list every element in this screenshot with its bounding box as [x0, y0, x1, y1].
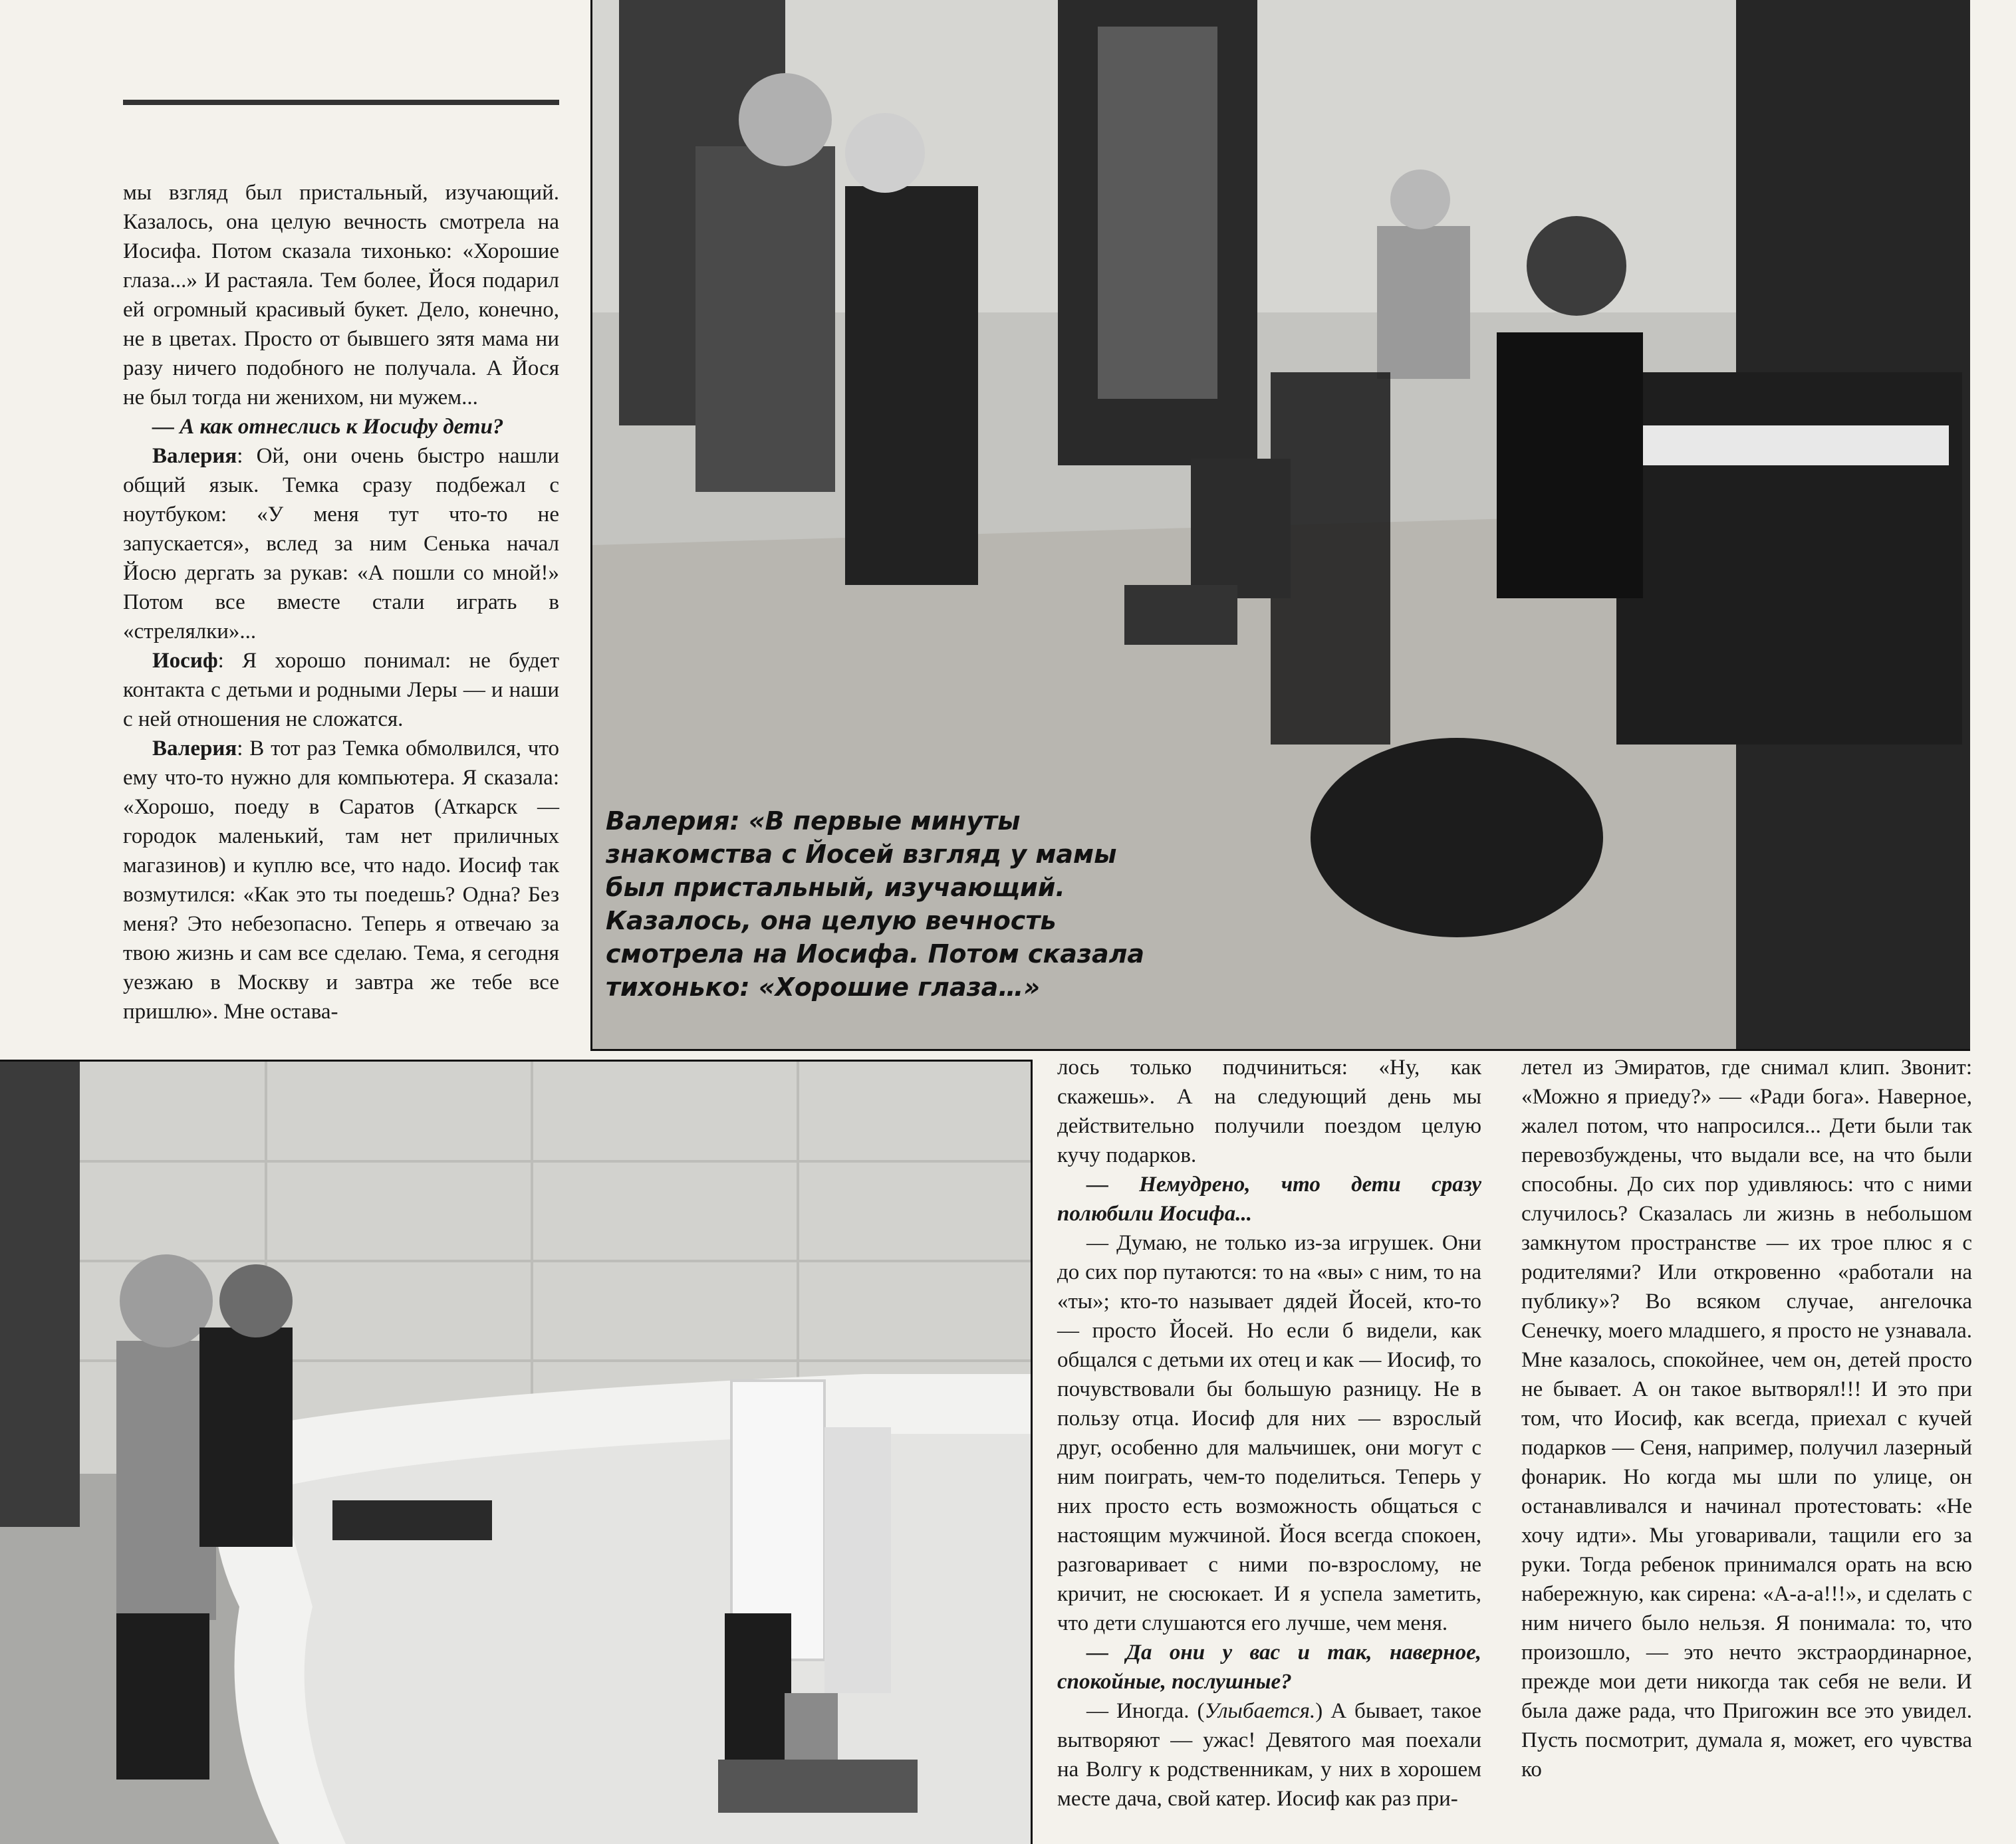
photo-family-piano-room	[590, 0, 1970, 1051]
interview-question: — А как отнеслись к Иосифу дети?	[152, 415, 504, 439]
photo-boys-bathtub	[0, 1060, 1033, 1844]
photo-caption: Валерия: «В первые минуты знакомства с Йосей взгляд у мамы был пристальный, изучающий. Казалось, она целую вечность смотрела на Иосифа. Потом сказала тихонько: «Хорошие глаза…»	[606, 806, 1145, 1002]
paragraph-text: — Иногда. (	[1086, 1699, 1205, 1723]
paragraph	[123, 734, 559, 1026]
article-column-2	[1057, 1053, 1481, 1813]
speaker-text: : Ой, они очень быстро нашли общий язык. Темка сразу подбежал с ноутбуком: «У меня тут что-то не запускается», вслед за ним Сенька начал Йосю дергать за рукав: «А пошли со мной!» Потом все вместе стали играть в «стрелялки»...	[123, 444, 559, 643]
paragraph: мы взгляд был пристальный, изучающий. Казалось, она целую вечность смотрела на Иосифа. Потом сказала тихонько: «Хорошие глаза...» И растаяла. Тем более, Йося подарил ей огромный красивый букет. Дело, конечно, не в цветах. Просто от бывшего зятя мама ни разу ничего подобного не получала. А Йося не был тогда ни женихом, ни мужем...	[123, 181, 559, 409]
paragraph: летел из Эмиратов, где снимал клип. Звонит: «Можно я приеду?» — «Ради бога». Наверное, жалел потом, что напросился... Дети были так перевозбуждены, что выдали все, на что были способны. До сих пор удивляюсь: что с ними случилось? Сказалась ли жизнь в небольшом замкнутом пространстве — их трое плюс я с родителями? Или откровенно «работали на публику»? Во всяком случае, ангелочка Сенечку, моего младшего, я просто не узнавала. Мне казалось, спокойнее, чем он, детей просто не бывает. А он такое вытворял!!! И это при том, что Иосиф, как всегда, приехал с кучей подарков — Сеня, например, получил лазерный фонарик. Но когда мы шли по улице, он останавливался и начинал протестовать: «Не хочу идти». Мы уговаривали, тащили его за руки. Тогда ребенок принимался орать на всю набережную, как сирена: «А-а-а!!!», и сделать с ним ничего было нельзя. Я понимала: то, что произошло, — это нечто экстраординарное, прежде мои дети никогда так себя не вели. И была даже рада, что Пригожин все это увидел. Пусть посмотрит, думала я, может, его чувства ко	[1521, 1056, 1972, 1782]
paragraph	[123, 441, 559, 646]
paragraph	[123, 646, 559, 734]
speaker-text: : Я хорошо понимал: не будет контакта с детьми и родными Леры — и наши с ней отношения не сложатся.	[123, 649, 559, 731]
interview-question: — Да они у вас и так, наверное, спокойные, послушные?	[1057, 1641, 1481, 1694]
article-column-3	[1521, 1053, 1972, 1784]
interview-question: — Немудрено, что дети сразу полюбили Иосифа...	[1057, 1173, 1481, 1226]
paragraph: лось только подчиниться: «Ну, как скажешь». А на следующий день мы действительно получили поездом целую кучу подарков.	[1057, 1056, 1481, 1167]
speaker-name: Валерия	[152, 444, 237, 468]
header-rule	[123, 100, 559, 105]
stage-direction: Улыбается.	[1204, 1699, 1316, 1723]
article-column-1	[123, 178, 559, 1026]
speaker-name: Валерия	[152, 737, 237, 760]
speaker-text: : В тот раз Темка обмолвился, что ему что-то нужно для компьютера. Я сказала: «Хорошо, поеду в Саратов (Аткарск — городок маленький, там нет приличных магазинов) и куплю все, что надо. Иосиф так возмутился: «Как это ты поедешь? Одна? Без меня? Это небезопасно. Теперь я отвечаю за твою жизнь и сам все сделаю. Тема, я сегодня уезжаю в Москву и завтра же тебе все пришлю». Мне остава-	[123, 737, 559, 1024]
photo-illustration	[0, 1062, 1031, 1844]
paragraph-text: ) А бывает, такое вытворяют — ужас! Девятого мая поехали на Волгу к родственникам, у них в хорошем месте дача, свой катер. Иосиф как раз при-	[1057, 1699, 1481, 1811]
paragraph: — Думаю, не только из-за игрушек. Они до сих пор путаются: то на «вы» с ним, то на «ты»; кто-то называет дядей Йосей, кто-то — просто Йосей. Но если б видели, как общался с детьми их отец и как — Иосиф, то почувствовали бы большую разницу. Не в пользу отца. Иосиф для них — взрослый друг, особенно для мальчишек, они могут с ним поиграть, чем-то поделиться. Теперь у них просто есть возможность общаться с настоящим мужчиной. Йося всегда спокоен, разговаривает с ними по-взрослому, не кричит, не сюсюкает. И я успела заметить, что дети слушаются его лучше, чем меня.	[1057, 1231, 1481, 1635]
speaker-name: Иосиф	[152, 649, 218, 673]
paragraph	[1057, 1696, 1481, 1813]
